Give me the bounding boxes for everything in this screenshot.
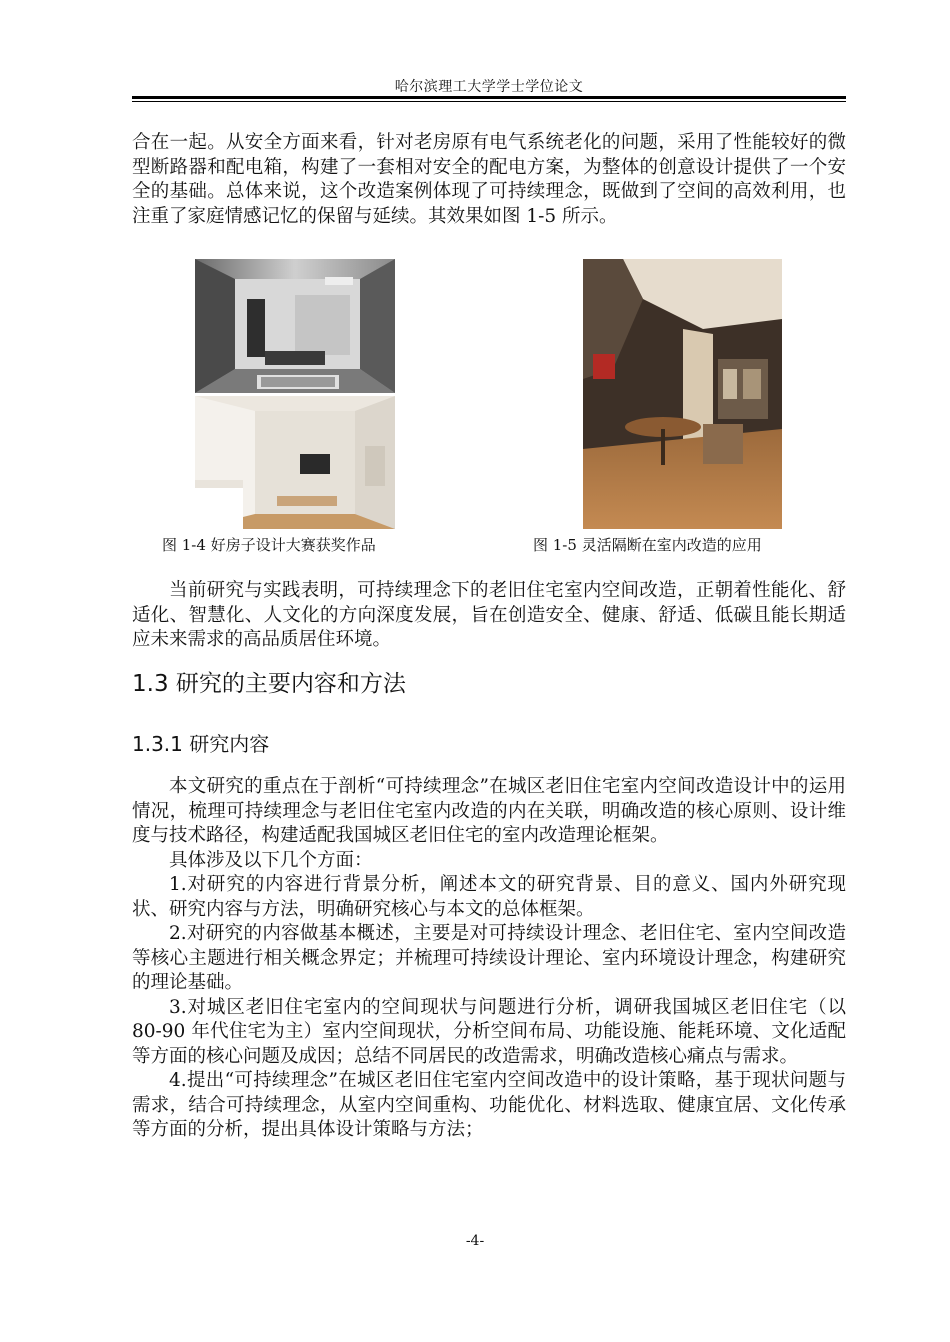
paragraph-3: 本文研究的重点在于剖析“可持续理念”在城区老旧住宅室内空间改造设计中的运用情况，梳理可持续理念与老旧住宅室内改造的内在关联，明确改造的核心原则、设计维度与技术路径，构建适配我国城区老旧住宅的室内改造理论框架。 — [132, 776, 846, 846]
figure-1-5-photo — [583, 259, 782, 529]
list-item: 4.提出“可持续理念”在城区老旧住宅室内空间改造中的设计策略，基于现状问题与需求，结合可持续理念，从室内空间重构、功能优化、材料选取、健康宜居、文化传承等方面的分析，提出具体设计策略与方法； — [132, 1070, 846, 1140]
page-header-title: 哈尔滨理工大学学士学位论文 — [394, 79, 584, 95]
list-item: 3.对城区老旧住宅室内的空间现状与问题进行分析，调研我国城区老旧住宅（以 80-90 年代住宅为主）室内空间现状，分析空间布局、功能设施、能耗环境、文化适配等方面的核心问题及成因；总结不同居民的改造需求，明确改造核心痛点与需求。 — [132, 996, 846, 1067]
paragraph-4: 具体涉及以下几个方面： — [169, 849, 373, 871]
figure-1-4-before-photo — [195, 259, 395, 393]
paragraph-1: 合在一起。从安全方面来看，针对老房原有电气系统老化的问题，采用了性能较好的微型断路器和配电箱，构建了一套相对安全的配电方案，为整体的创意设计提供了一个安全的基础。总体来说，这个改造案例体现了可持续理念，既做到了空间的高效利用，也注重了家庭情感记忆的保留与延续。其效果如图 1-5 所示。 — [132, 132, 846, 227]
paragraph-research-trend — [132, 579, 846, 653]
list-item: 1.对研究的内容进行背景分析，阐述本文的研究背景、目的意义、国内外研究现状、研究内容与方法，明确研究核心与本文的总体框架。 — [132, 874, 846, 920]
header-rule-thick — [132, 96, 846, 99]
subsection-heading: 1.3.1 研究内容 — [132, 732, 270, 756]
page-number: -4- — [465, 1233, 485, 1249]
figure-1-4-after-photo — [195, 396, 395, 529]
header-rule-thin — [132, 101, 846, 102]
research-content-body — [132, 775, 846, 1143]
list-item: 2.对研究的内容做基本概述，主要是对可持续设计理念、老旧住宅、室内空间改造等核心主题进行相关概念界定；并梳理可持续设计理论、室内环境设计理念，构建研究的理论基础。 — [132, 923, 846, 993]
section-heading: 1.3 研究的主要内容和方法 — [132, 671, 406, 697]
paragraph-continuation — [132, 131, 846, 229]
paragraph-2: 当前研究与实践表明，可持续理念下的老旧住宅室内空间改造，正朝着性能化、舒适化、智慧化、人文化的方向深度发展，旨在创造安全、健康、舒适、低碳且能长期适应未来需求的高品质居住环境。 — [132, 580, 846, 650]
figure-1-5-caption: 图 1-5 灵活隔断在室内改造的应用 — [533, 536, 762, 554]
figure-1-4-caption: 图 1-4 好房子设计大赛获奖作品 — [162, 536, 376, 554]
